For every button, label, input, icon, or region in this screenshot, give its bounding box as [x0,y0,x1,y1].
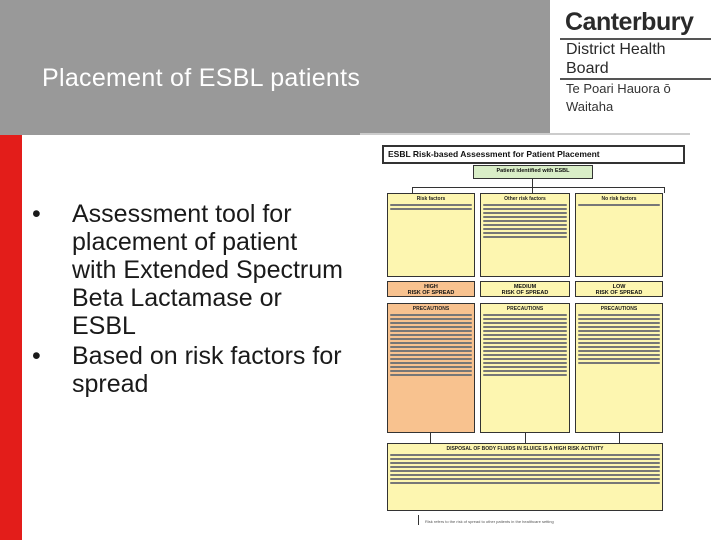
flowchart-heading: ESBL Risk-based Assessment for Patient Placement [382,145,685,164]
connector [664,187,665,193]
accent-strip [0,135,22,540]
bullet-icon: • [32,342,41,370]
logo-subtitle: District Health Board [560,38,711,80]
assessment-flowchart-image [360,133,690,528]
organization-logo [560,8,718,114]
risk-level-low: LOW RISK OF SPREAD [575,281,663,297]
connector [532,179,533,187]
risk-factors-box: Risk factors [387,193,475,277]
logo-name: Canterbury [565,8,694,36]
slide-title: Placement of ESBL patients [42,64,361,92]
bullet-item [32,342,347,398]
disposal-box: DISPOSAL OF BODY FLUIDS IN SLUICE IS A HIGH RISK ACTIVITY [387,443,663,511]
flowchart-top-node: Patient identified with ESBL [473,165,593,179]
risk-level-high: HIGH RISK OF SPREAD [387,281,475,297]
bullet-icon: • [32,200,41,228]
bullet-item [32,200,347,340]
logo-maori-name: Te Poari Hauora ō Waitaha [566,81,671,114]
bullet-text: Assessment tool for placement of patient with Extended Spectrum Beta Lactamase or ESBL [72,200,343,340]
precautions-high-box: PRECAUTIONS [387,303,475,433]
precautions-low-box: PRECAUTIONS [575,303,663,433]
bullet-list [32,200,347,400]
no-risk-factors-box: No risk factors [575,193,663,277]
connector [412,187,664,188]
flowchart-footnote: Risk refers to the risk of spread to other patients in the healthcare setting [425,519,554,524]
risk-level-medium: MEDIUM RISK OF SPREAD [480,281,570,297]
figure-border [360,133,690,135]
connector [525,433,526,443]
precautions-medium-box: PRECAUTIONS [480,303,570,433]
bullet-text: Based on risk factors for spread [72,342,342,398]
other-risk-factors-box: Other risk factors [480,193,570,277]
connector [619,433,620,443]
connector [418,515,419,525]
connector [430,433,431,443]
